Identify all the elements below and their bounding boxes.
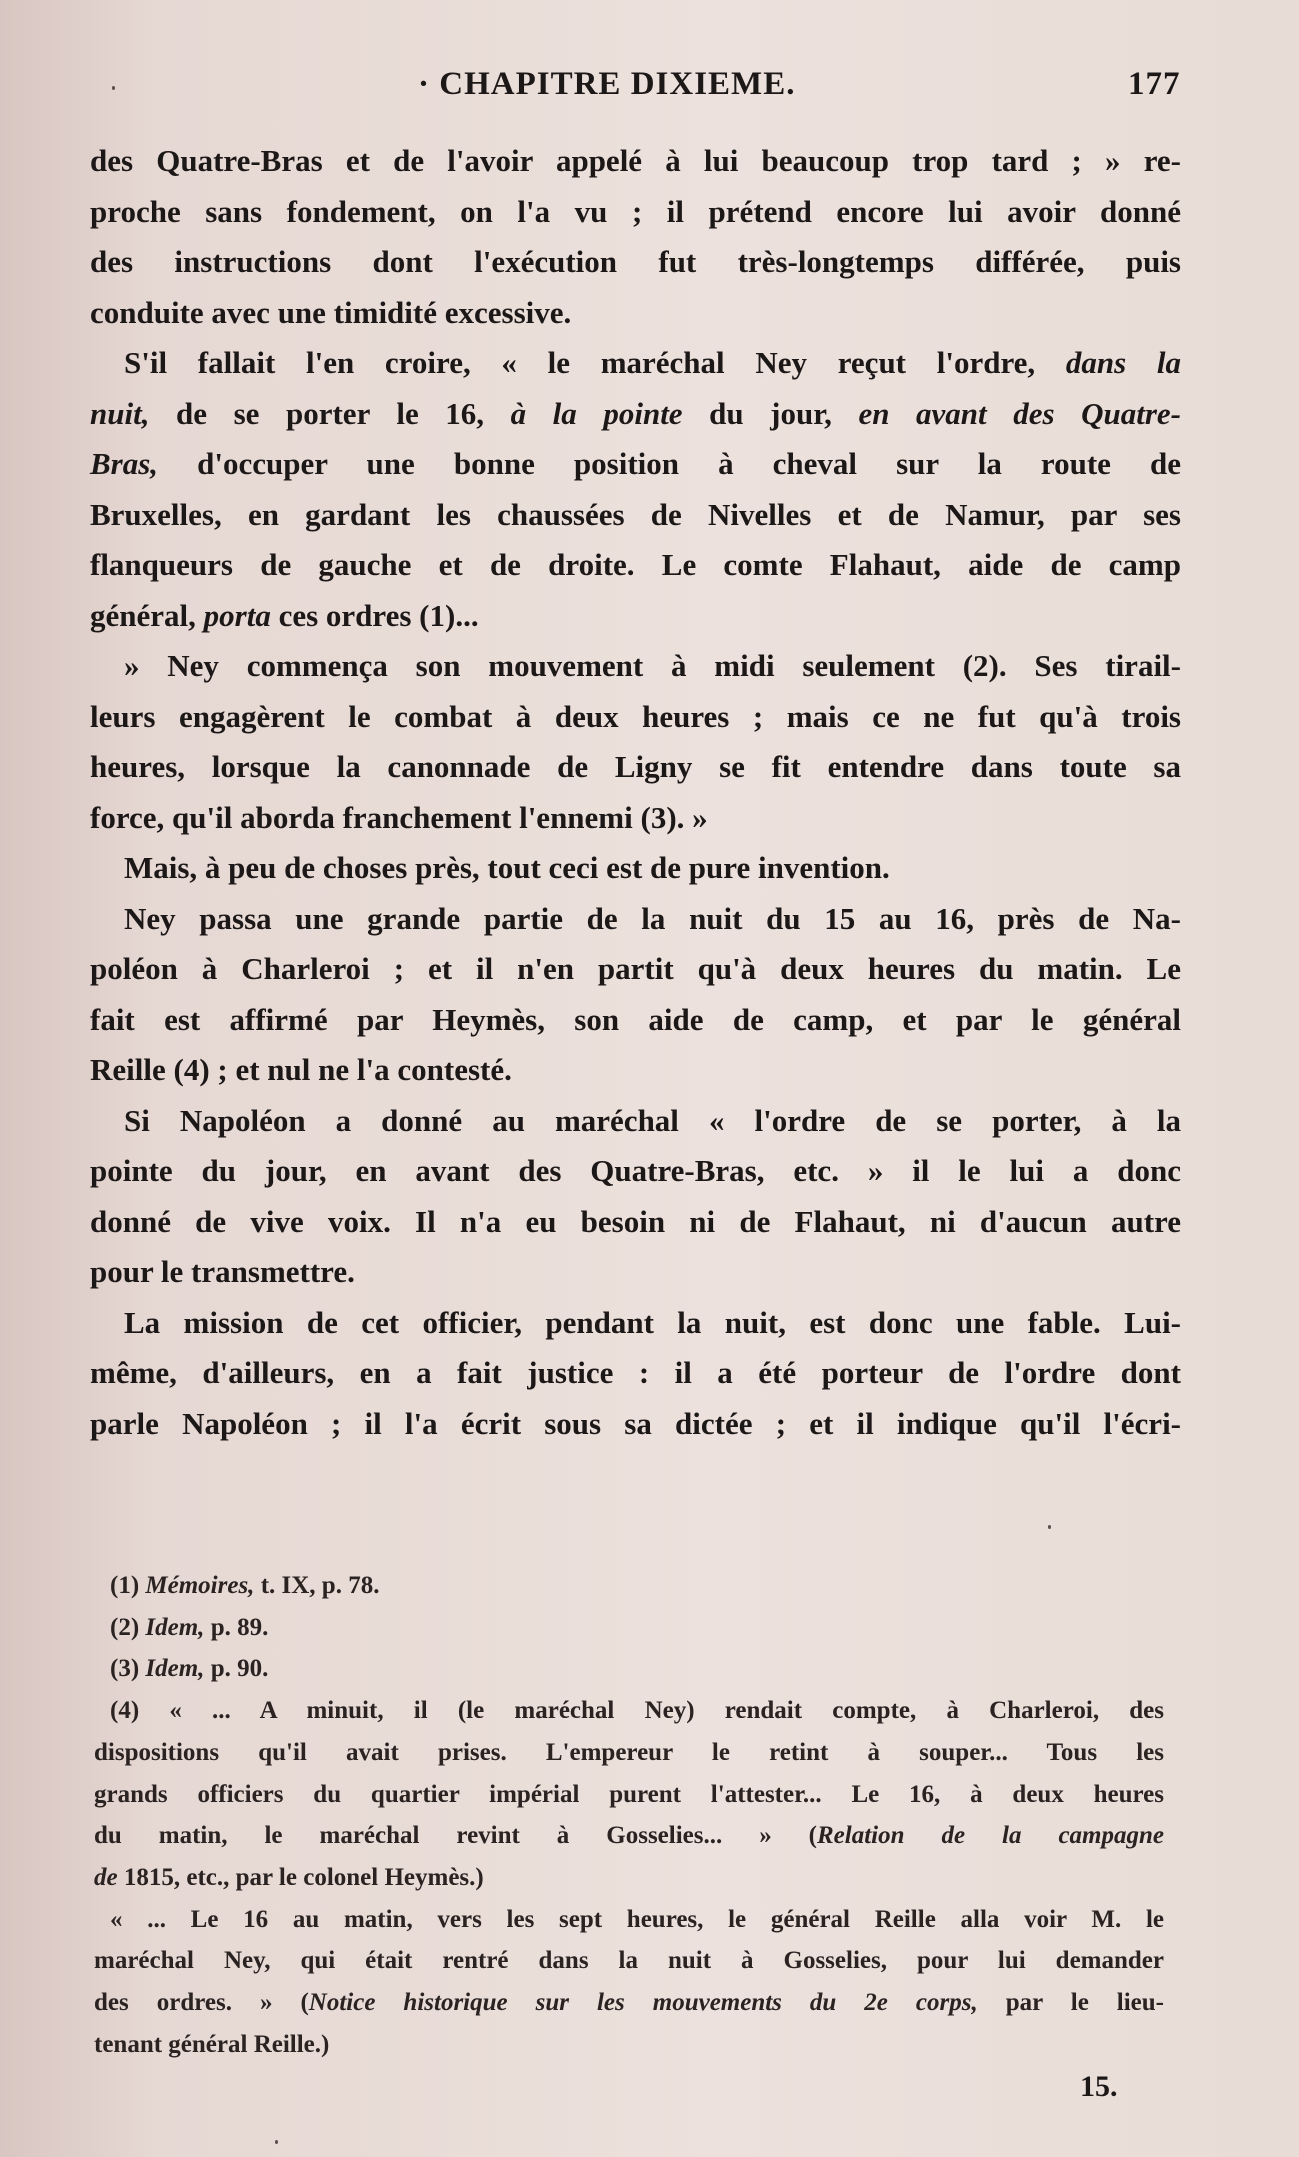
footnote-line	[94, 2027, 1164, 2063]
body-line	[90, 796, 1181, 840]
body-line	[90, 1402, 1181, 1446]
body-line	[90, 190, 1181, 234]
text-run: (4) « ... A minuit, il (le maréchal Ney) rendait compte, à Charleroi, des	[110, 1697, 1164, 1725]
text-run: heures, lorsque la canonnade de Ligny se fit entendre dans toute sa	[90, 749, 1181, 784]
body-line	[124, 897, 1181, 941]
body-line	[90, 240, 1181, 284]
footnote-line	[94, 1735, 1164, 1771]
text-run: donné de vive voix. Il n'a eu besoin ni de Flahaut, ni d'aucun autre	[90, 1203, 1181, 1239]
footnote-line	[110, 1693, 1164, 1729]
text-run: proche sans fondement, on l'a vu ; il prétend encore lui avoir donné	[90, 193, 1181, 229]
page-number: 177	[1128, 66, 1181, 102]
footnote-line	[110, 1651, 1164, 1687]
italic-text: dans la	[1065, 345, 1182, 380]
text-run: p. 90.	[204, 1655, 269, 1683]
body-line	[90, 1149, 1181, 1193]
body-line	[90, 1250, 1181, 1294]
footnote-line	[94, 1943, 1164, 1979]
text-run: par le lieu-	[977, 1989, 1165, 2016]
text-run: maréchal Ney, qui était rentré dans la nuit à Gosselies, pour lui demander	[94, 1947, 1164, 1975]
body-line	[90, 543, 1181, 587]
text-run: fait est affirmé par Heymès, son aide de camp, et par le général	[90, 1001, 1181, 1037]
text-run: 1815, etc., par le colonel Heymès.)	[117, 1863, 484, 1891]
italic-text: Relation de la campagne	[817, 1822, 1164, 1850]
footnote-line	[94, 1985, 1164, 2021]
body-line	[124, 846, 1181, 890]
text-run: pour le transmettre.	[90, 1254, 355, 1289]
text-run: Bruxelles, en gardant les chaussées de Nivelles et de Namur, par ses	[90, 496, 1181, 532]
body-line	[90, 998, 1181, 1042]
italic-text: à la pointe	[510, 395, 683, 431]
body-line	[90, 1048, 1181, 1092]
text-run: du jour,	[682, 395, 859, 431]
text-run: ces ordres (1)...	[270, 597, 479, 633]
text-run: Mais, à peu de choses près, tout ceci est de pure invention.	[124, 850, 890, 885]
italic-text: Idem,	[145, 1655, 205, 1683]
text-run: dispositions qu'il avait prises. L'empereur le retint à souper... Tous les	[94, 1738, 1164, 1766]
text-run: » Ney commença son mouvement à midi seulement (2). Ses tirail-	[124, 648, 1181, 683]
paper-speck	[1048, 1525, 1051, 1529]
text-run: force, qu'il aborda franchement l'ennemi (3). »	[90, 799, 708, 835]
body-line	[90, 392, 1181, 436]
text-run: de se porter le 16,	[149, 395, 511, 431]
text-run: Ney passa une grande partie de la nuit du 15 au 16, près de Na-	[124, 900, 1181, 936]
body-line	[90, 139, 1181, 183]
text-run: conduite avec une timidité excessive.	[90, 294, 572, 330]
italic-text: en avant des Quatre-	[858, 395, 1181, 431]
text-run: « ... Le 16 au matin, vers les sept heures, le général Reille alla voir M. le	[110, 1905, 1164, 1933]
body-line	[90, 745, 1181, 789]
body-line	[90, 493, 1181, 537]
body-line	[90, 1351, 1181, 1395]
italic-text: de	[94, 1863, 118, 1891]
text-run: leurs engagèrent le combat à deux heures ; mais ce ne fut qu'à trois	[90, 698, 1181, 734]
footnote-line	[94, 1777, 1164, 1813]
body-line	[90, 1200, 1181, 1244]
footnote-line	[110, 1902, 1164, 1938]
body-line	[90, 442, 1181, 486]
footnote-line	[110, 1610, 1164, 1646]
text-run: p. 89.	[204, 1613, 269, 1641]
text-run: pointe du jour, en avant des Quatre-Bras, etc. » il le lui a donc	[90, 1153, 1181, 1188]
body-line	[124, 1301, 1181, 1345]
text-run: grands officiers du quartier impérial purent l'attester... Le 16, à deux heures	[94, 1780, 1164, 1808]
text-run: des ordres. » (	[94, 1989, 309, 2016]
text-run: d'occuper une bonne position à cheval sur la route de	[158, 446, 1181, 481]
signature-mark: 15.	[1080, 2070, 1118, 2103]
body-line	[124, 341, 1181, 385]
body-line	[90, 291, 1181, 335]
text-run: des Quatre-Bras et de l'avoir appelé à lui beaucoup trop tard ; » re-	[90, 143, 1181, 178]
text-run: des instructions dont l'exécution fut très-longtemps différée, puis	[90, 244, 1181, 279]
paper-speck	[275, 2140, 278, 2144]
body-line	[124, 644, 1181, 688]
italic-text: Notice historique sur les mouvements du 2e corps,	[308, 1989, 978, 2016]
body-line	[124, 1099, 1181, 1143]
body-line	[90, 594, 1181, 638]
text-run: général,	[90, 597, 204, 633]
footnote-line	[94, 1860, 1164, 1896]
footnote-line	[110, 1568, 1164, 1604]
paper-speck	[112, 86, 115, 90]
italic-text: nuit,	[90, 395, 150, 431]
body-line	[90, 695, 1181, 739]
text-run: (2)	[110, 1613, 146, 1641]
text-run: du matin, le maréchal revint à Gosselies... » (	[94, 1822, 817, 1850]
text-run: même, d'ailleurs, en a fait justice : il a été porteur de l'ordre dont	[90, 1355, 1181, 1390]
text-run: (1)	[110, 1572, 146, 1599]
italic-text: porta	[203, 597, 271, 633]
running-head: · CHAPITRE DIXIEME.	[418, 66, 796, 102]
body-line	[90, 947, 1181, 991]
text-run: poléon à Charleroi ; et il n'en partit qu'à deux heures du matin. Le	[90, 951, 1181, 986]
italic-text: Bras,	[90, 446, 159, 481]
footnote-line	[94, 1818, 1164, 1854]
text-run: parle Napoléon ; il l'a écrit sous sa dictée ; et il indique qu'il l'écri-	[90, 1405, 1181, 1441]
text-run: (3)	[110, 1655, 146, 1683]
text-run: S'il fallait l'en croire, « le maréchal Ney reçut l'ordre,	[124, 345, 1066, 380]
text-run: Si Napoléon a donné au maréchal « l'ordre de se porter, à la	[124, 1102, 1181, 1138]
text-run: t. IX, p. 78.	[254, 1572, 380, 1599]
italic-text: Mémoires,	[145, 1572, 255, 1599]
text-run: Reille (4) ; et nul ne l'a contesté.	[90, 1052, 512, 1087]
italic-text: Idem,	[145, 1613, 205, 1641]
text-run: flanqueurs de gauche et de droite. Le comte Flahaut, aide de camp	[90, 547, 1181, 582]
text-run: La mission de cet officier, pendant la nuit, est donc une fable. Lui-	[124, 1304, 1181, 1340]
text-run: tenant général Reille.)	[94, 2030, 330, 2058]
